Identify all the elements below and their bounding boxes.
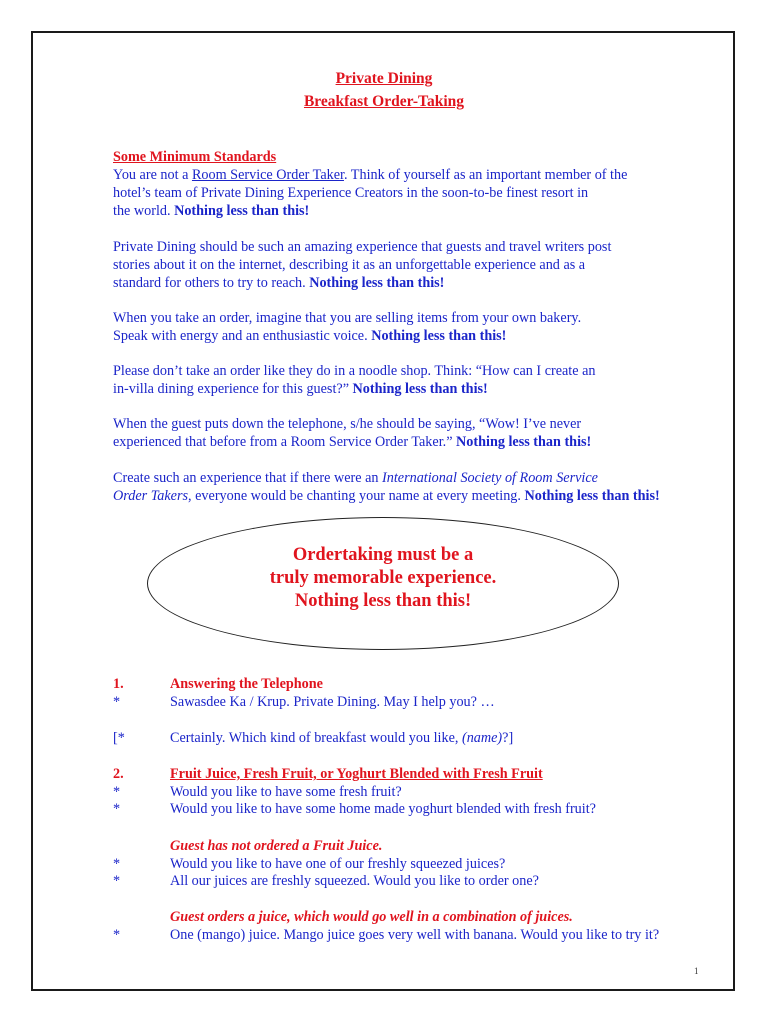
section-1-number: 1. — [113, 676, 124, 692]
p4-line-1: Please don’t take an order like they do in a noodle shop. Think: “How can I create an — [113, 363, 596, 379]
refrain: Nothing less than this! — [456, 434, 592, 450]
juice-question: Would you like to have one of our freshly squeezed juices? — [170, 856, 506, 872]
refrain: Nothing less than this! — [524, 488, 660, 504]
section-2-heading: Fruit Juice, Fresh Fruit, or Yoghurt Blended with Fresh Fruit — [170, 766, 543, 782]
section-1-heading: Answering the Telephone — [170, 676, 323, 692]
refrain: Nothing less than this! — [352, 381, 488, 397]
note-no-juice: Guest has not ordered a Fruit Juice. — [170, 838, 383, 854]
greeting-line: Sawasdee Ka / Krup. Private Dining. May I help you? … — [170, 694, 495, 710]
paragraph-4 — [113, 362, 596, 398]
breakfast-question-text: Certainly. Which kind of breakfast would you like, — [170, 730, 462, 746]
p4-line-2: in-villa dining experience for this guest?” — [113, 381, 353, 397]
paragraph-2 — [113, 238, 611, 292]
p1-text: You are not a — [113, 167, 192, 183]
p1-line-3: the world. — [113, 203, 175, 219]
title-line-1: Private Dining — [335, 70, 433, 87]
refrain: Nothing less than this! — [371, 328, 507, 344]
standards-heading: Some Minimum Standards — [113, 149, 277, 165]
breakfast-question-end: ?] — [502, 730, 514, 746]
fruit-question: Would you like to have some fresh fruit? — [170, 784, 402, 800]
paragraph-6 — [113, 469, 660, 505]
juice-offer: All our juices are freshly squeezed. Would you like to order one? — [170, 873, 539, 889]
p3-line-1: When you take an order, imagine that you are selling items from your own bakery. — [113, 310, 582, 326]
p3-line-2: Speak with energy and an enthusiastic voice. — [113, 328, 372, 344]
title-line-2: Breakfast Order-Taking — [303, 93, 465, 110]
bullet: * — [113, 856, 121, 872]
yoghurt-question: Would you like to have some home made yoghurt blended with fresh fruit? — [170, 801, 596, 817]
p1-text-cont: . Think of yourself as an important member of the — [343, 167, 628, 183]
bullet: * — [113, 801, 121, 817]
bullet: * — [113, 694, 121, 710]
refrain: Nothing less than this! — [309, 275, 445, 291]
standards-paragraph — [113, 148, 627, 220]
section-2-number: 2. — [113, 766, 124, 782]
p2-line-1: Private Dining should be such an amazing experience that guests and travel writers post — [113, 239, 612, 255]
callout-line-3: Nothing less than this! — [294, 591, 472, 611]
callout-text — [147, 544, 619, 613]
p6-line-2: , everyone would be chanting your name at every meeting. — [188, 488, 525, 504]
name-placeholder: (name) — [461, 730, 503, 746]
note-juice-combo: Guest orders a juice, which would go well in a combination of juices. — [170, 909, 573, 925]
callout-line-2: truly memorable experience. — [269, 568, 497, 588]
society-name-cont: Order Takers — [113, 488, 189, 504]
room-service-order-taker: Room Service Order Taker — [191, 167, 344, 183]
p6-line-1: Create such an experience that if there were an — [113, 470, 383, 486]
callout-line-1: Ordertaking must be a — [292, 545, 474, 565]
mango-suggestion: One (mango) juice. Mango juice goes very well with banana. Would you like to try it? — [170, 927, 660, 943]
refrain: Nothing less than this! — [174, 203, 310, 219]
paragraph-5 — [113, 415, 591, 451]
bullet: * — [113, 927, 121, 943]
society-name: International Society of Room Service — [382, 470, 598, 486]
bullet: * — [113, 873, 121, 889]
p2-line-2: stories about it on the internet, describing it as an unforgettable experience and as a — [113, 257, 586, 273]
breakfast-question — [170, 729, 513, 747]
p2-line-3: standard for others to try to reach. — [113, 275, 310, 291]
paragraph-3 — [113, 309, 581, 345]
bracket-marker: [* — [113, 730, 125, 746]
page-number: 1 — [694, 966, 699, 976]
p5-line-1: When the guest puts down the telephone, s/he should be saying, “Wow! I’ve never — [113, 416, 582, 432]
p5-line-2: experienced that before from a Room Service Order Taker.” — [113, 434, 457, 450]
p1-line-2: hotel’s team of Private Dining Experience Creators in the soon-to-be finest resort in — [113, 185, 589, 201]
bullet: * — [113, 784, 121, 800]
